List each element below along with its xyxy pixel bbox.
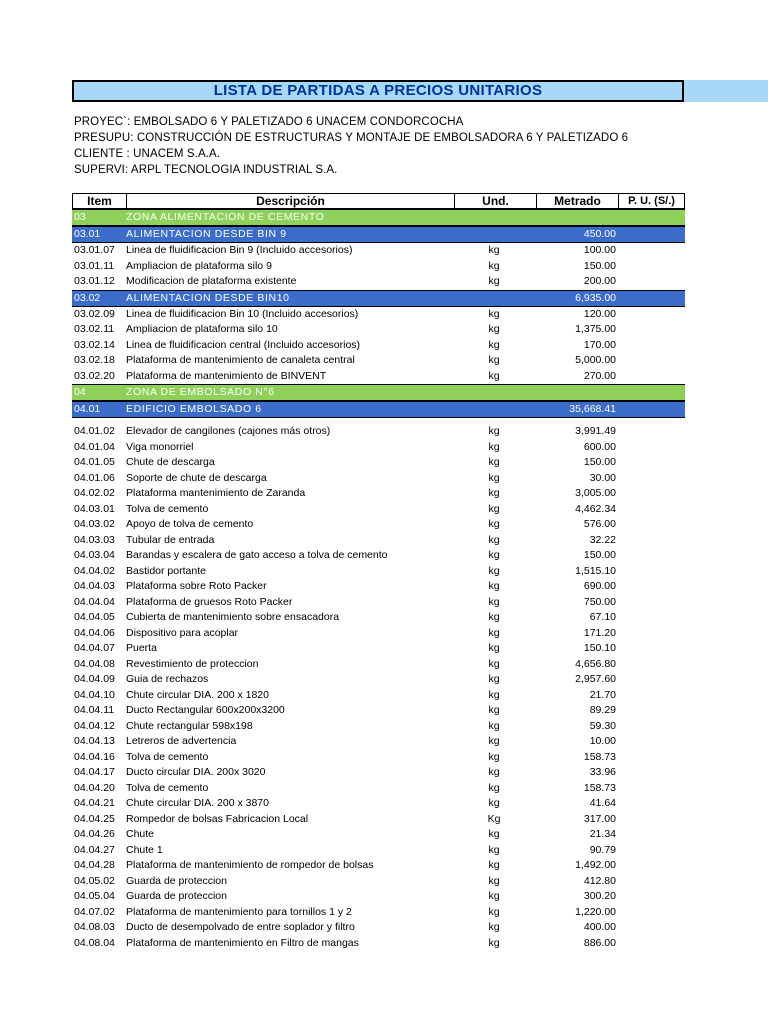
table-row [72, 440, 685, 456]
table-row [72, 564, 685, 580]
cell-item: 04.01.05 [74, 456, 115, 468]
cell-und: kg [488, 369, 500, 382]
cell-item: 03.02.11 [74, 323, 115, 335]
cell-descripcion: Chute 1 [126, 843, 163, 856]
cell-metrado: 1,375.00 [575, 323, 616, 335]
cell-und: kg [488, 859, 500, 871]
zone-row [72, 384, 685, 401]
cell-descripcion: Plataforma de gruesos Roto Packer [126, 595, 293, 608]
cell-item: 04.08.03 [74, 921, 115, 933]
cell-und: kg [488, 518, 500, 530]
cell-descripcion: Plataforma de mantenimiento para tornillos 1 y 2 [126, 905, 352, 918]
table-row [72, 626, 685, 642]
cell-descripcion: Guarda de proteccion [126, 874, 227, 887]
cell-descripcion: Linea de fluidificacion central (Incluido accesorios) [126, 338, 361, 351]
cell-item: 04.04.13 [74, 735, 115, 747]
table-row [72, 471, 685, 487]
cell-descripcion: Letreros de advertencia [126, 735, 237, 747]
table-row [72, 274, 685, 290]
cell-item: 04.05.02 [74, 874, 115, 887]
page-title: LISTA DE PARTIDAS A PRECIOS UNITARIOS [72, 80, 684, 102]
cell-descripcion: Guia de rechazos [126, 673, 209, 685]
cell-und: kg [488, 456, 500, 468]
cell-descripcion: Dispositivo para acoplar [126, 626, 239, 639]
subsection-row [72, 290, 685, 307]
cell-item: 04.04.05 [74, 611, 115, 623]
cell-metrado: 120.00 [583, 307, 616, 320]
cell-descripcion: Ducto circular DIA. 200x 3020 [126, 766, 266, 778]
cell-und: kg [488, 626, 500, 639]
cell-descripcion: Elevador de cangilones (cajones más otros) [126, 425, 331, 437]
cell-und: kg [488, 704, 500, 716]
table-row [72, 765, 685, 781]
cell-descripcion: Plataforma de mantenimiento de rompedor de bolsas [126, 859, 374, 871]
cell-descripcion: Cubierta de mantenimiento sobre ensacadora [126, 611, 340, 623]
cell-und: kg [488, 874, 500, 887]
table-row [72, 936, 685, 952]
cell-item: 04.04.04 [74, 595, 115, 608]
cell-descripcion: Revestimiento de proteccion [126, 657, 259, 670]
table-row [72, 424, 685, 440]
table-row [72, 719, 685, 735]
table-row [72, 688, 685, 704]
cell-metrado: 3,005.00 [575, 487, 616, 499]
cell-descripcion: Soporte de chute de descarga [126, 471, 267, 484]
cell-metrado: 171.20 [583, 626, 616, 639]
header-und: Und. [455, 194, 537, 208]
cell-descripcion: ZONA DE EMBOLSADO N°6 [126, 386, 275, 398]
cell-metrado: 21.70 [589, 688, 616, 701]
table-body [72, 209, 685, 951]
cell-item: 04.04.06 [74, 626, 115, 639]
cell-item: 04.04.08 [74, 657, 115, 670]
cell-item: 04.04.07 [74, 642, 115, 654]
header-pu: P. U. (S/.) [628, 195, 675, 207]
meta-presupuesto: PRESUPU: CONSTRUCCIÓN DE ESTRUCTURAS Y MONTAJE DE EMBOLSADORA 6 Y PALETIZADO 6 [74, 132, 629, 144]
cell-descripcion: Ducto Rectangular 600x200x3200 [126, 704, 285, 716]
cell-und: kg [488, 642, 500, 654]
cell-descripcion: Apoyo de tolva de cemento [126, 518, 254, 530]
cell-metrado: 412.80 [583, 874, 616, 887]
table-row [72, 322, 685, 338]
cell-und: kg [488, 533, 500, 546]
cell-descripcion: Chute de descarga [126, 456, 215, 468]
cell-metrado: 886.00 [583, 936, 616, 949]
cell-metrado: 41.64 [589, 797, 616, 809]
cell-item: 04.07.02 [74, 905, 115, 918]
cell-metrado: 10.00 [589, 735, 616, 747]
cell-und: kg [488, 688, 500, 701]
cell-descripcion: Barandas y escalera de gato acceso a tolva de cemento [126, 549, 388, 561]
cell-und: Kg [487, 812, 501, 825]
cell-metrado: 30.00 [589, 471, 616, 484]
cell-item: 03.01.07 [74, 244, 115, 256]
cell-item: 04.04.26 [74, 828, 115, 840]
header-descripcion: Descripción [127, 194, 455, 208]
meta-cliente: CLIENTE : UNACEM S.A.A. [74, 148, 221, 160]
cell-item: 03.02.20 [74, 369, 115, 382]
table-row [72, 889, 685, 905]
cell-und: kg [488, 735, 500, 747]
table-row [72, 750, 685, 766]
cell-und: kg [488, 338, 500, 351]
cell-und: kg [488, 611, 500, 623]
table-row [72, 502, 685, 518]
table-row [72, 369, 685, 385]
cell-item: 04.04.12 [74, 719, 115, 732]
cell-und: kg [488, 244, 500, 256]
cell-descripcion: Linea de fluidificacion Bin 10 (Incluido accesorios) [126, 307, 359, 320]
cell-und: kg [488, 828, 500, 840]
cell-und: kg [488, 502, 500, 515]
cell-metrado: 150.10 [583, 642, 616, 654]
cell-und: kg [488, 905, 500, 918]
table-row [72, 307, 685, 323]
cell-metrado: 6,935.00 [575, 291, 616, 304]
cell-und: kg [488, 750, 500, 763]
cell-item: 04.08.04 [74, 936, 115, 949]
cell-item: 04 [74, 386, 86, 398]
cell-und: kg [488, 564, 500, 577]
cell-descripcion: Chute rectangular 598x198 [126, 719, 253, 732]
table-row [72, 548, 685, 564]
cell-descripcion: Tolva de cemento [126, 502, 209, 515]
table-row [72, 486, 685, 502]
cell-und: kg [488, 921, 500, 933]
cell-item: 04.03.03 [74, 533, 115, 546]
table-row [72, 703, 685, 719]
cell-descripcion: Tolva de cemento [126, 781, 209, 794]
cell-metrado: 150.00 [583, 259, 616, 272]
cell-metrado: 690.00 [583, 580, 616, 592]
table-row [72, 595, 685, 611]
table-row [72, 812, 685, 828]
cell-metrado: 21.34 [589, 828, 616, 840]
table-row [72, 858, 685, 874]
cell-descripcion: Puerta [126, 642, 157, 654]
cell-item: 04.01.02 [74, 425, 115, 437]
cell-und: kg [488, 936, 500, 949]
meta-proyecto: PROYEC`: EMBOLSADO 6 Y PALETIZADO 6 UNACEM CONDORCOCHA [74, 116, 464, 128]
cell-item: 03.02.14 [74, 338, 115, 351]
cell-item: 04.01.06 [74, 471, 115, 484]
cell-metrado: 100.00 [583, 244, 616, 256]
table-row [72, 259, 685, 275]
cell-und: kg [488, 766, 500, 778]
cell-item: 04.04.20 [74, 781, 115, 794]
table-row [72, 641, 685, 657]
table-row [72, 827, 685, 843]
cell-item: 04.04.17 [74, 766, 115, 778]
cell-metrado: 200.00 [583, 275, 616, 287]
cell-metrado: 33.96 [589, 766, 616, 778]
cell-und: kg [488, 595, 500, 608]
cell-descripcion: Plataforma de mantenimiento de canaleta central [126, 354, 355, 366]
header-metrado: Metrado [537, 194, 619, 208]
meta-supervisor: SUPERVI: ARPL TECNOLOGIA INDUSTRIAL S.A. [74, 164, 338, 176]
cell-metrado: 5,000.00 [575, 354, 616, 366]
cell-item: 04.04.28 [74, 859, 115, 871]
cell-descripcion: Ducto de desempolvado de entre soplador y filtro [126, 921, 355, 933]
table-row [72, 874, 685, 890]
cell-descripcion: Chute circular DIA. 200 x 3870 [126, 797, 269, 809]
cell-item: 04.03.02 [74, 518, 115, 530]
table-header [72, 193, 685, 209]
cell-item: 03.02.09 [74, 307, 115, 320]
subsection-row [72, 226, 685, 243]
cell-item: 03.01 [74, 228, 101, 240]
title-bar-extension [684, 80, 768, 102]
cell-und: kg [488, 323, 500, 335]
cell-item: 04.04.10 [74, 688, 115, 701]
cell-metrado: 150.00 [583, 456, 616, 468]
cell-descripcion: Linea de fluidificacion Bin 9 (Incluido accesorios) [126, 244, 353, 256]
subsection-row [72, 401, 685, 418]
cell-descripcion: Guarda de proteccion [126, 890, 227, 902]
cell-item: 04.01.04 [74, 440, 115, 453]
cell-metrado: 32.22 [589, 533, 616, 546]
cell-item: 04.05.04 [74, 890, 115, 902]
cell-item: 04.01 [74, 403, 101, 415]
cell-und: kg [488, 487, 500, 499]
cell-descripcion: Modificacion de plataforma existente [126, 275, 297, 287]
cell-und: kg [488, 843, 500, 856]
table-row [72, 905, 685, 921]
table-row [72, 657, 685, 673]
cell-item: 04.04.09 [74, 673, 115, 685]
cell-und: kg [488, 797, 500, 809]
cell-descripcion: Tubular de entrada [126, 533, 215, 546]
cell-descripcion: Plataforma de mantenimiento de BINVENT [126, 369, 327, 382]
cell-descripcion: ALIMENTACION DESDE BIN10 [126, 291, 290, 304]
cell-metrado: 2,957.60 [575, 673, 616, 685]
cell-metrado: 67.10 [589, 611, 616, 623]
table-row [72, 338, 685, 354]
cell-descripcion: Viga monorriel [126, 440, 194, 453]
table-row [72, 517, 685, 533]
cell-und: kg [488, 719, 500, 732]
cell-metrado: 1,220.00 [575, 905, 616, 918]
cell-descripcion: Rompedor de bolsas Fabricacion Local [126, 812, 309, 825]
cell-descripcion: Plataforma mantenimiento de Zaranda [126, 487, 306, 499]
table-row [72, 579, 685, 595]
cell-metrado: 300.20 [583, 890, 616, 902]
cell-und: kg [488, 440, 500, 453]
table-row [72, 920, 685, 936]
cell-metrado: 4,656.80 [575, 657, 616, 670]
cell-und: kg [488, 307, 500, 320]
cell-metrado: 400.00 [583, 921, 616, 933]
cell-und: kg [488, 259, 500, 272]
cell-und: kg [488, 425, 500, 437]
cell-item: 04.02.02 [74, 487, 115, 499]
cell-metrado: 317.00 [583, 812, 616, 825]
cell-metrado: 1,515.10 [575, 564, 616, 577]
cell-item: 03.02.18 [74, 354, 115, 366]
table-row [72, 796, 685, 812]
cell-und: kg [488, 580, 500, 592]
cell-descripcion: Chute circular DIA. 200 x 1820 [126, 688, 269, 701]
table-row [72, 455, 685, 471]
cell-und: kg [488, 890, 500, 902]
cell-descripcion: Ampliacion de plataforma silo 10 [126, 323, 278, 335]
cell-descripcion: Plataforma sobre Roto Packer [126, 580, 267, 592]
cell-descripcion: Ampliacion de plataforma silo 9 [126, 259, 272, 272]
cell-metrado: 89.29 [589, 704, 616, 716]
cell-item: 04.04.25 [74, 812, 115, 825]
cell-metrado: 1,492.00 [575, 859, 616, 871]
cell-metrado: 170.00 [583, 338, 616, 351]
cell-und: kg [488, 781, 500, 794]
table-row [72, 353, 685, 369]
cell-metrado: 750.00 [583, 595, 616, 608]
zone-row [72, 209, 685, 226]
cell-und: kg [488, 275, 500, 287]
table-row [72, 610, 685, 626]
cell-descripcion: ALIMENTACION DESDE BIN 9 [126, 228, 287, 240]
table-row [72, 781, 685, 797]
cell-metrado: 270.00 [583, 369, 616, 382]
cell-descripcion: Chute [126, 828, 155, 840]
cell-item: 03.01.12 [74, 275, 115, 287]
cell-descripcion: ZONA ALIMENTACION DE CEMENTO [126, 211, 325, 223]
cell-item: 03.02 [74, 291, 101, 304]
cell-und: kg [488, 657, 500, 670]
cell-item: 04.04.16 [74, 750, 115, 763]
table-row [72, 672, 685, 688]
cell-und: kg [488, 673, 500, 685]
cell-item: 04.03.04 [74, 549, 115, 561]
cell-metrado: 35,668.41 [569, 403, 616, 415]
cell-item: 04.03.01 [74, 502, 115, 515]
cell-item: 03.01.11 [74, 259, 115, 272]
table-row [72, 843, 685, 859]
cell-item: 04.04.11 [74, 704, 115, 716]
cell-metrado: 576.00 [583, 518, 616, 530]
cell-metrado: 158.73 [583, 750, 616, 763]
cell-metrado: 3,991.49 [575, 425, 616, 437]
table-row [72, 243, 685, 259]
cell-item: 04.04.21 [74, 797, 115, 809]
cell-item: 04.04.27 [74, 843, 115, 856]
cell-und: kg [488, 471, 500, 484]
cell-item: 03 [74, 211, 86, 223]
header-item: Item [73, 194, 127, 208]
cell-und: kg [488, 549, 500, 561]
table-row [72, 533, 685, 549]
cell-metrado: 90.79 [589, 843, 616, 856]
cell-metrado: 4,462.34 [575, 502, 616, 515]
cell-item: 04.04.03 [74, 580, 115, 592]
cell-descripcion: Tolva de cemento [126, 750, 209, 763]
cell-metrado: 158.73 [583, 781, 616, 794]
cell-und: kg [488, 354, 500, 366]
cell-descripcion: Plataforma de mantenimiento en Filtro de mangas [126, 936, 359, 949]
items-table [72, 193, 685, 951]
cell-descripcion: EDIFICIO EMBOLSADO 6 [126, 403, 262, 415]
cell-metrado: 600.00 [583, 440, 616, 453]
cell-item: 04.04.02 [74, 564, 115, 577]
cell-metrado: 59.30 [589, 719, 616, 732]
table-row [72, 734, 685, 750]
cell-descripcion: Bastidor portante [126, 564, 206, 577]
cell-metrado: 450.00 [583, 228, 616, 240]
cell-metrado: 150.00 [583, 549, 616, 561]
